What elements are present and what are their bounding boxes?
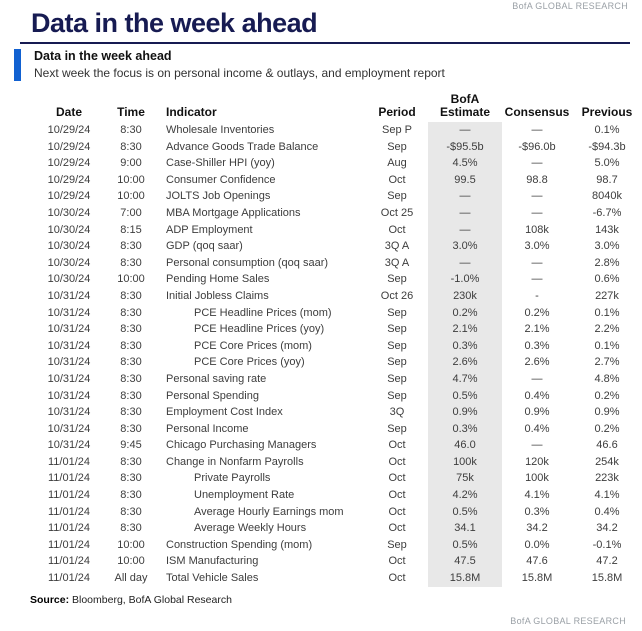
cell-time: 10:00 <box>117 538 145 551</box>
col-header-consensus: Consensus <box>504 105 570 119</box>
cell-time: 8:30 <box>120 140 142 153</box>
cell-estimate: — <box>428 222 502 239</box>
cell-estimate: 34.1 <box>428 520 502 537</box>
cell-estimate: — <box>428 122 502 139</box>
cell-indicator: GDP (qoq saar) <box>166 240 243 253</box>
cell-indicator: Total Vehicle Sales <box>166 572 259 585</box>
cell-previous: 0.1% <box>594 306 620 319</box>
cell-previous: 0.1% <box>594 124 620 136</box>
cell-estimate: 75k <box>428 470 502 487</box>
cell-period: Oct <box>388 522 406 535</box>
cell-period: Oct 25 <box>380 206 414 219</box>
cell-estimate: -1.0% <box>428 271 502 288</box>
cell-estimate: 0.5% <box>428 537 502 554</box>
table-row <box>30 553 642 570</box>
cell-time: 8:15 <box>120 223 142 236</box>
cell-period: Oct <box>388 572 406 585</box>
cell-previous: 3.0% <box>594 240 620 253</box>
cell-indicator: Construction Spending (mom) <box>166 538 313 551</box>
cell-indicator: Private Payrolls <box>194 472 271 485</box>
cell-consensus: 4.1% <box>524 489 550 502</box>
economic-calendar-table <box>30 93 642 587</box>
cell-previous: 227k <box>595 289 619 302</box>
cell-consensus: 0.3% <box>524 339 550 352</box>
col-header-time: Time <box>117 105 145 119</box>
cell-consensus: 2.6% <box>524 356 550 369</box>
header-row <box>30 93 642 122</box>
cell-indicator: Pending Home Sales <box>166 273 270 286</box>
cell-indicator: JOLTS Job Openings <box>166 190 271 203</box>
cell-date: 10/31/24 <box>47 306 91 319</box>
cell-previous: 2.8% <box>594 256 620 269</box>
cell-indicator: Average Hourly Earnings mom <box>194 505 344 518</box>
cell-indicator: Advance Goods Trade Balance <box>166 140 319 153</box>
cell-indicator: PCE Headline Prices (mom) <box>194 306 332 319</box>
cell-consensus: 120k <box>525 455 549 468</box>
cell-indicator: Chicago Purchasing Managers <box>166 439 317 452</box>
col-header-bofa-estimate <box>428 93 502 122</box>
cell-time: 8:30 <box>120 339 142 352</box>
cell-indicator: PCE Core Prices (mom) <box>194 339 312 352</box>
cell-estimate: 4.2% <box>428 487 502 504</box>
cell-estimate: 3.0% <box>428 238 502 255</box>
cell-period: 3Q A <box>384 240 410 253</box>
cell-time: 8:30 <box>120 522 142 535</box>
cell-indicator: ADP Employment <box>166 223 253 236</box>
cell-indicator: Change in Nonfarm Payrolls <box>166 455 304 468</box>
table-row <box>30 454 642 471</box>
cell-previous: 15.8M <box>591 572 623 585</box>
brand-text-top: BofA GLOBAL RESEARCH <box>512 1 628 11</box>
col-header-indicator: Indicator <box>166 105 217 119</box>
cell-period: Oct <box>388 472 406 485</box>
cell-date: 11/01/24 <box>47 455 90 468</box>
cell-date: 10/29/24 <box>47 157 91 170</box>
cell-date: 11/01/24 <box>47 572 90 585</box>
table-row <box>30 537 642 554</box>
cell-time: 10:00 <box>117 173 145 186</box>
cell-indicator: MBA Mortgage Applications <box>166 206 301 219</box>
cell-estimate: 99.5 <box>428 172 502 189</box>
cell-estimate: 4.5% <box>428 155 502 172</box>
cell-consensus: -$96.0b <box>518 140 556 153</box>
cell-consensus: — <box>531 190 543 203</box>
table-row <box>30 520 642 537</box>
cell-period: Sep <box>387 306 407 319</box>
cell-time: 8:30 <box>120 240 142 253</box>
cell-previous: 0.2% <box>594 389 620 402</box>
cell-consensus: - <box>535 289 539 302</box>
cell-date: 10/31/24 <box>47 372 91 385</box>
cell-date: 10/31/24 <box>47 389 91 402</box>
cell-consensus: 0.4% <box>524 389 550 402</box>
cell-indicator: PCE Core Prices (yoy) <box>194 356 305 369</box>
cell-time: 9:00 <box>120 157 142 170</box>
cell-previous: 143k <box>595 223 619 236</box>
source-label: Source: <box>30 593 70 606</box>
cell-consensus: 0.4% <box>524 422 550 435</box>
cell-consensus: 15.8M <box>521 572 553 585</box>
table-row <box>30 504 642 521</box>
cell-consensus: — <box>531 124 543 136</box>
cell-period: Oct <box>388 223 406 236</box>
cell-previous: 223k <box>595 472 619 485</box>
cell-period: 3Q A <box>384 256 410 269</box>
cell-date: 10/31/24 <box>47 422 91 435</box>
callout-heading: Data in the week ahead <box>34 49 172 63</box>
cell-consensus: 0.2% <box>524 306 550 319</box>
cell-consensus: — <box>531 439 543 452</box>
cell-date: 10/31/24 <box>47 356 91 369</box>
cell-estimate: 2.1% <box>428 321 502 338</box>
cell-indicator: Personal saving rate <box>166 372 267 385</box>
cell-period: Oct <box>388 455 406 468</box>
table-row <box>30 222 642 239</box>
cell-consensus: 0.0% <box>524 538 550 551</box>
page-title: Data in the week ahead <box>31 8 318 38</box>
table-row <box>30 421 642 438</box>
cell-time: All day <box>114 572 148 585</box>
callout-accent-bar <box>14 49 21 81</box>
cell-indicator: Initial Jobless Claims <box>166 289 269 302</box>
cell-estimate: 4.7% <box>428 371 502 388</box>
cell-previous: 2.7% <box>594 356 620 369</box>
cell-estimate: 0.3% <box>428 421 502 438</box>
cell-time: 8:30 <box>120 306 142 319</box>
cell-period: Sep <box>387 339 407 352</box>
cell-estimate: 15.8M <box>428 570 502 587</box>
cell-previous: 0.6% <box>594 273 620 286</box>
cell-previous: 0.9% <box>594 406 620 419</box>
cell-date: 10/31/24 <box>47 323 91 336</box>
cell-previous: 0.4% <box>594 505 620 518</box>
cell-time: 8:30 <box>120 256 142 269</box>
cell-indicator: Employment Cost Index <box>166 406 283 419</box>
table-row <box>30 371 642 388</box>
cell-date: 11/01/24 <box>47 538 90 551</box>
cell-previous: -0.1% <box>592 538 622 551</box>
cell-date: 10/30/24 <box>47 256 91 269</box>
cell-period: Sep <box>387 356 407 369</box>
cell-time: 10:00 <box>117 555 145 568</box>
col-header-date: Date <box>55 105 82 119</box>
cell-estimate: 2.6% <box>428 354 502 371</box>
cell-date: 11/01/24 <box>47 522 90 535</box>
source-text: Bloomberg, BofA Global Research <box>69 593 232 606</box>
cell-consensus: 34.2 <box>526 522 548 535</box>
col-header-period: Period <box>378 105 416 119</box>
cell-period: Sep <box>387 422 407 435</box>
table-row <box>30 155 642 172</box>
cell-time: 8:30 <box>120 372 142 385</box>
cell-date: 10/29/24 <box>47 124 91 136</box>
cell-previous: 34.2 <box>596 522 618 535</box>
cell-consensus: — <box>531 157 543 170</box>
table-row <box>30 139 642 156</box>
cell-consensus: 2.1% <box>524 323 550 336</box>
cell-period: Sep <box>387 140 407 153</box>
cell-time: 8:30 <box>120 455 142 468</box>
cell-period: 3Q <box>389 406 405 419</box>
cell-period: Oct <box>388 439 406 452</box>
cell-date: 10/29/24 <box>47 173 91 186</box>
cell-date: 10/30/24 <box>47 273 91 286</box>
cell-date: 11/01/24 <box>47 555 90 568</box>
cell-previous: 2.2% <box>594 323 620 336</box>
table-row <box>30 437 642 454</box>
cell-consensus: — <box>531 273 543 286</box>
table-row <box>30 288 642 305</box>
cell-date: 10/29/24 <box>47 190 91 203</box>
cell-estimate: 46.0 <box>428 437 502 454</box>
col-header-previous: Previous <box>581 105 633 119</box>
table-row <box>30 388 642 405</box>
cell-consensus: — <box>531 256 543 269</box>
table-row <box>30 271 642 288</box>
cell-indicator: Personal Spending <box>166 389 259 402</box>
table-row <box>30 188 642 205</box>
cell-period: Sep P <box>382 124 412 136</box>
cell-date: 10/31/24 <box>47 406 91 419</box>
cell-indicator: PCE Headline Prices (yoy) <box>194 323 325 336</box>
cell-time: 10:00 <box>117 273 145 286</box>
cell-previous: 4.8% <box>594 372 620 385</box>
cell-time: 8:30 <box>120 406 142 419</box>
cell-time: 7:00 <box>120 206 142 219</box>
source-line <box>30 594 636 606</box>
cell-date: 11/01/24 <box>47 472 90 485</box>
cell-previous: 4.1% <box>594 489 620 502</box>
table-row <box>30 338 642 355</box>
cell-previous: 0.1% <box>594 339 620 352</box>
table-row <box>30 255 642 272</box>
cell-consensus: 0.3% <box>524 505 550 518</box>
cell-date: 10/29/24 <box>47 140 91 153</box>
cell-indicator: Unemployment Rate <box>194 489 295 502</box>
cell-previous: 5.0% <box>594 157 620 170</box>
cell-period: Sep <box>387 538 407 551</box>
cell-previous: -6.7% <box>592 206 622 219</box>
callout-text <box>21 49 445 81</box>
cell-date: 10/31/24 <box>47 289 91 302</box>
cell-previous: 46.6 <box>596 439 618 452</box>
cell-period: Sep <box>387 190 407 203</box>
cell-time: 8:30 <box>120 422 142 435</box>
cell-time: 8:30 <box>120 323 142 336</box>
table-row <box>30 305 642 322</box>
cell-consensus: — <box>531 206 543 219</box>
cell-period: Sep <box>387 389 407 402</box>
callout <box>14 49 636 81</box>
table-row <box>30 404 642 421</box>
cell-period: Oct <box>388 489 406 502</box>
cell-time: 8:30 <box>120 124 142 136</box>
cell-period: Sep <box>387 273 407 286</box>
cell-indicator: Personal consumption (qoq saar) <box>166 256 329 269</box>
cell-period: Oct <box>388 173 406 186</box>
cell-estimate: 0.5% <box>428 388 502 405</box>
cell-indicator: Case-Shiller HPI (yoy) <box>166 157 275 170</box>
cell-consensus: 47.6 <box>526 555 548 568</box>
table-header <box>30 93 642 122</box>
cell-previous: 8040k <box>592 190 622 203</box>
cell-time: 8:30 <box>120 489 142 502</box>
cell-time: 8:30 <box>120 356 142 369</box>
cell-date: 10/30/24 <box>47 240 91 253</box>
cell-time: 9:45 <box>120 439 142 452</box>
cell-estimate: 0.5% <box>428 504 502 521</box>
cell-indicator: ISM Manufacturing <box>166 555 259 568</box>
cell-estimate: — <box>428 255 502 272</box>
cell-indicator: Personal Income <box>166 422 249 435</box>
table-row <box>30 122 642 139</box>
cell-consensus: 108k <box>525 223 549 236</box>
cell-indicator: Average Weekly Hours <box>194 522 307 535</box>
table-row <box>30 470 642 487</box>
cell-time: 10:00 <box>117 190 145 203</box>
cell-estimate: 0.9% <box>428 404 502 421</box>
cell-date: 10/30/24 <box>47 223 91 236</box>
table-row <box>30 172 642 189</box>
table-row <box>30 570 642 587</box>
table-row <box>30 487 642 504</box>
cell-period: Oct <box>388 505 406 518</box>
cell-estimate: 47.5 <box>428 553 502 570</box>
cell-period: Aug <box>387 157 407 170</box>
cell-indicator: Consumer Confidence <box>166 173 276 186</box>
table-row <box>30 321 642 338</box>
cell-period: Sep <box>387 323 407 336</box>
top-brand-clip <box>512 1 628 13</box>
cell-date: 10/31/24 <box>47 439 91 452</box>
cell-previous: -$94.3b <box>588 140 626 153</box>
cell-estimate: -$95.5b <box>428 139 502 156</box>
cell-indicator: Wholesale Inventories <box>166 124 275 136</box>
table-body <box>30 122 642 587</box>
cell-period: Oct <box>388 555 406 568</box>
cell-estimate: 0.3% <box>428 338 502 355</box>
cell-estimate: 100k <box>428 454 502 471</box>
cell-period: Oct 26 <box>380 289 414 302</box>
table-row <box>30 205 642 222</box>
cell-estimate: 0.2% <box>428 305 502 322</box>
cell-time: 8:30 <box>120 389 142 402</box>
table-row <box>30 238 642 255</box>
cell-time: 8:30 <box>120 505 142 518</box>
cell-consensus: 3.0% <box>524 240 550 253</box>
cell-time: 8:30 <box>120 289 142 302</box>
cell-estimate: 230k <box>428 288 502 305</box>
table-row <box>30 354 642 371</box>
cell-consensus: 100k <box>525 472 549 485</box>
cell-previous: 254k <box>595 455 619 468</box>
cell-consensus: — <box>531 372 543 385</box>
cell-date: 11/01/24 <box>47 489 90 502</box>
cell-estimate: — <box>428 188 502 205</box>
cell-date: 10/30/24 <box>47 206 91 219</box>
callout-subtitle: Next week the focus is on personal income & outlays, and employment report <box>34 66 445 80</box>
brand-text-bottom: BofA GLOBAL RESEARCH <box>510 616 626 626</box>
cell-date: 11/01/24 <box>47 505 90 518</box>
cell-period: Sep <box>387 372 407 385</box>
cell-previous: 98.7 <box>596 173 618 186</box>
col-header-bofa-line1: BofA <box>450 92 480 106</box>
cell-date: 10/31/24 <box>47 339 91 352</box>
col-header-bofa-line2: Estimate <box>439 105 491 119</box>
cell-consensus: 0.9% <box>524 406 550 419</box>
cell-time: 8:30 <box>120 472 142 485</box>
cell-consensus: 98.8 <box>526 173 548 186</box>
cell-previous: 0.2% <box>594 422 620 435</box>
cell-estimate: — <box>428 205 502 222</box>
cell-previous: 47.2 <box>596 555 618 568</box>
title-rule <box>20 42 630 44</box>
